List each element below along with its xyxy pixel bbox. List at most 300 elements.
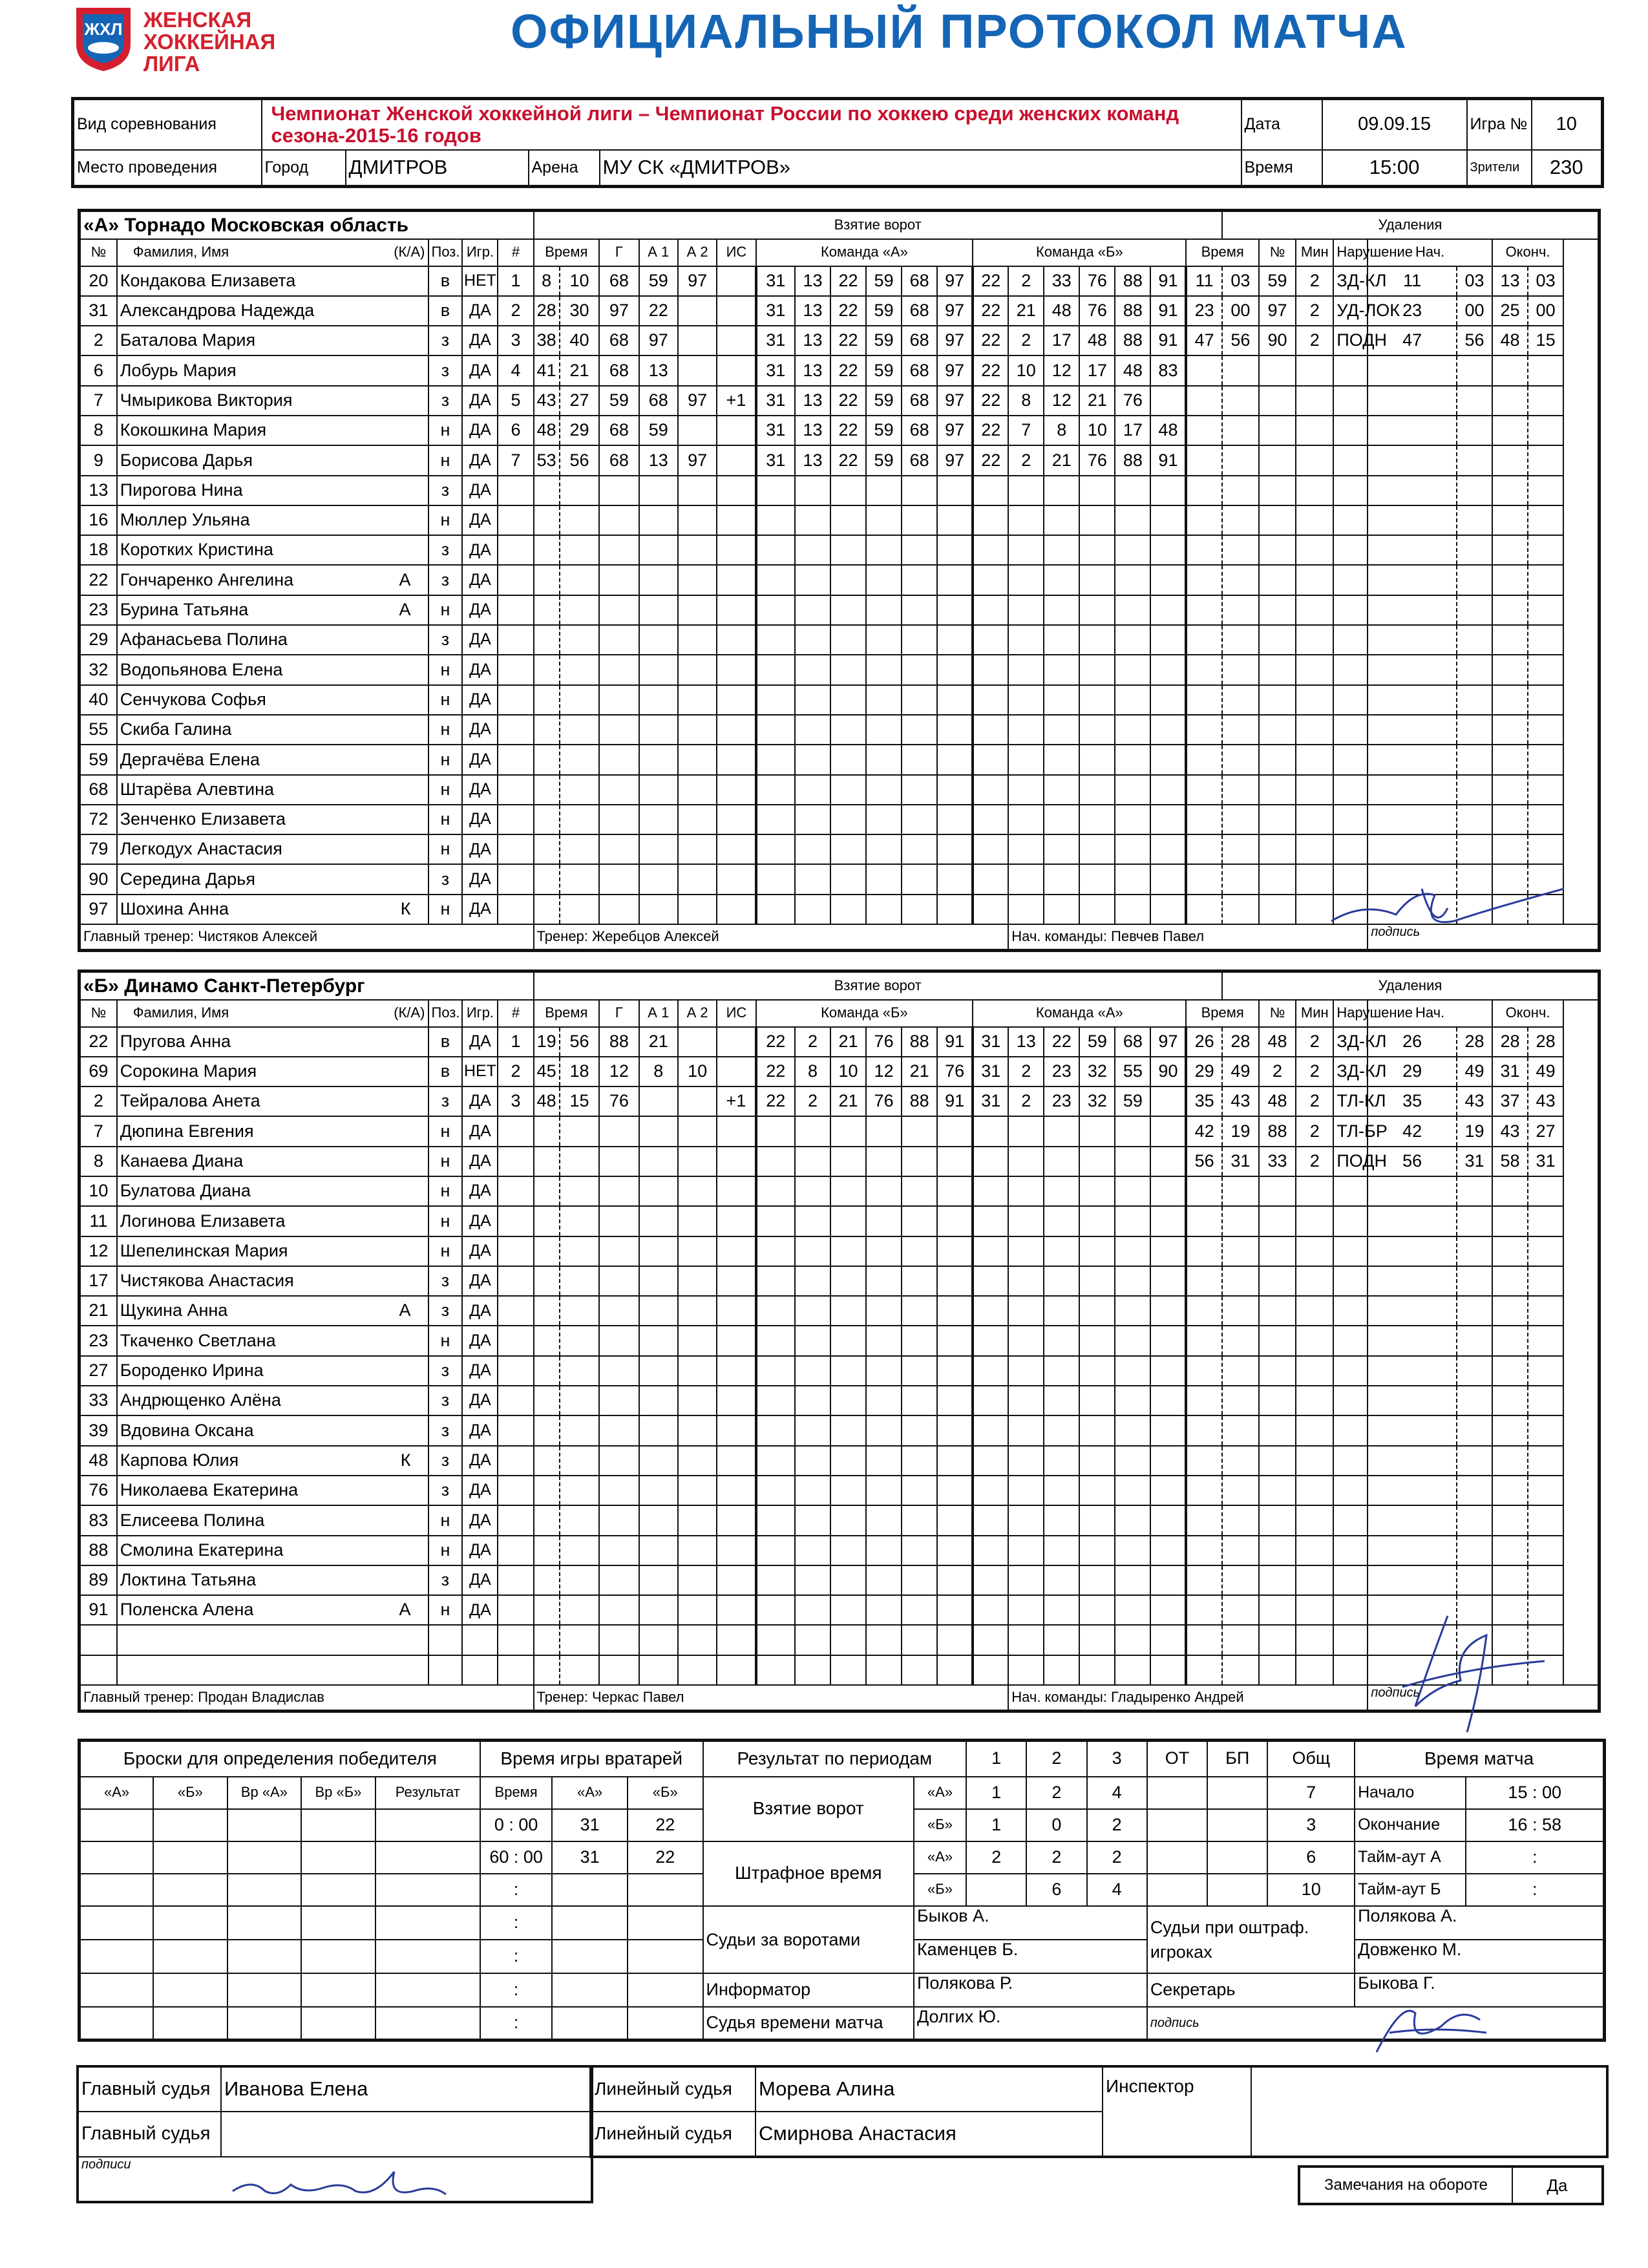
- on-ice-team-1: [866, 1206, 902, 1236]
- pen-minutes: [1296, 775, 1333, 805]
- goal-time-sec: [560, 1356, 599, 1386]
- goal-assist-1: [639, 1147, 678, 1176]
- on-ice-team-2: [1008, 625, 1044, 655]
- pen-end-min: 37: [1492, 1086, 1528, 1116]
- on-ice-team-2: 48: [1115, 355, 1150, 385]
- pen-minutes: [1296, 625, 1333, 655]
- on-ice-team-2: [1008, 1536, 1044, 1565]
- on-ice-team-1: [756, 1625, 795, 1655]
- on-ice-team-2: [1008, 1356, 1044, 1386]
- end-label: Окончание: [1355, 1809, 1466, 1841]
- goal-time-min: [534, 775, 560, 805]
- pen-violation: [1333, 355, 1368, 385]
- on-ice-team-1: [756, 595, 795, 625]
- goal-situation: [717, 685, 755, 715]
- on-ice-team-2: 48: [1044, 296, 1079, 326]
- on-ice-team-1: [866, 895, 902, 924]
- on-ice-team-2: [1044, 775, 1079, 805]
- spectators-label: Зрители: [1467, 150, 1532, 186]
- goal-time-sec: 30: [560, 296, 599, 326]
- pen-end-min: [1492, 505, 1528, 535]
- on-ice-team-1: 76: [937, 1057, 973, 1086]
- on-ice-team-2: [1115, 745, 1150, 774]
- pen-minutes: [1296, 655, 1333, 684]
- goal-scorer: [599, 476, 639, 505]
- pen-minutes: 2: [1296, 1027, 1333, 1057]
- arena-label: Арена: [529, 150, 600, 186]
- pen-time-min: [1186, 1476, 1221, 1505]
- on-ice-team-2: [1150, 1356, 1186, 1386]
- on-ice-team-1: 2: [795, 1086, 830, 1116]
- pen-minutes: [1296, 1236, 1333, 1266]
- pen-violation: [1333, 1655, 1368, 1685]
- on-ice-team-2: [973, 1476, 1008, 1505]
- shootout-cell: [301, 1874, 375, 1906]
- goal-scorer: [599, 1326, 639, 1355]
- roster-row: [79, 655, 1600, 684]
- pen-start-sec: 03: [1457, 266, 1492, 296]
- player-name: [117, 895, 428, 924]
- goal-time-min: [534, 1266, 560, 1296]
- goal-time-sec: [560, 655, 599, 684]
- player-number: 2: [79, 326, 117, 355]
- player-name-text: Легкодух Анастасия: [120, 839, 282, 859]
- on-ice-team-1: [866, 1116, 902, 1146]
- pen-time-sec: [1222, 864, 1259, 894]
- on-ice-team-2: 22: [973, 445, 1008, 475]
- goal-assist-2: [678, 1147, 717, 1176]
- on-ice-team-2: [1008, 745, 1044, 774]
- game-label: Игра №: [1467, 99, 1532, 151]
- goal-scorer: [599, 625, 639, 655]
- roster-row: [79, 805, 1600, 834]
- player-number: 13: [79, 476, 117, 505]
- goal-time-min: 28: [534, 296, 560, 326]
- pen-end-min: [1492, 1476, 1528, 1505]
- pen-minutes: [1296, 1655, 1333, 1685]
- pen-time-sec: [1222, 895, 1259, 924]
- on-ice-team-2: 2: [1008, 1057, 1044, 1086]
- player-position: з: [428, 355, 463, 385]
- pen-time-sec: [1222, 355, 1259, 385]
- on-ice-team-2: [973, 1266, 1008, 1296]
- on-ice-team-1: [866, 685, 902, 715]
- on-ice-team-1: [902, 834, 937, 864]
- goalie-b: [628, 2007, 703, 2040]
- on-ice-team-1: [902, 715, 937, 745]
- goal-number: [498, 1116, 533, 1146]
- on-ice-team-2: 13: [1008, 1027, 1044, 1057]
- on-ice-team-2: [1150, 505, 1186, 535]
- pen-player: [1259, 895, 1296, 924]
- on-ice-team-2: [1150, 1655, 1186, 1685]
- goalie-time: :: [480, 2007, 553, 2040]
- goalie-b: [628, 1874, 703, 1906]
- pen-violation: [1333, 1476, 1368, 1505]
- player-position: з: [428, 1565, 463, 1595]
- goal-situation: [717, 1236, 755, 1266]
- on-ice-team-1: [756, 1356, 795, 1386]
- roster-row: [79, 386, 1600, 416]
- shootout-cell: [301, 1841, 375, 1874]
- pen-time-min: [1186, 1356, 1221, 1386]
- on-ice-team-2: 32: [1079, 1057, 1115, 1086]
- on-ice-team-1: 2: [795, 1027, 830, 1057]
- goal-time-min: 53: [534, 445, 560, 475]
- pen-minutes: [1296, 386, 1333, 416]
- player-name: [117, 1116, 428, 1146]
- on-ice-team-1: [756, 685, 795, 715]
- on-ice-team-2: [1044, 715, 1079, 745]
- pen-time-sec: 28: [1222, 1027, 1259, 1057]
- goal-number: [498, 1536, 533, 1565]
- player-number: 10: [79, 1176, 117, 1206]
- pen-num-header: №: [1259, 1000, 1296, 1027]
- pen-time-sec: [1222, 445, 1259, 475]
- on-ice-team-1: 31: [756, 386, 795, 416]
- on-ice-team-1: [795, 1595, 830, 1625]
- on-ice-team-1: [866, 1625, 902, 1655]
- on-ice-team-1: [830, 655, 866, 684]
- pen-end-sec: [1528, 1356, 1563, 1386]
- on-ice-team-2: [973, 1625, 1008, 1655]
- pen-time-sec: [1222, 1536, 1259, 1565]
- pen-time-min: [1186, 355, 1221, 385]
- pen-player: 97: [1259, 296, 1296, 326]
- on-ice-team-2: [1044, 805, 1079, 834]
- on-ice-team-2: [1150, 1505, 1186, 1535]
- player-name-text: Чистякова Анастасия: [120, 1271, 294, 1291]
- on-ice-team-1: 68: [902, 445, 937, 475]
- pen-end-min: [1492, 445, 1528, 475]
- shootout-cell: [227, 2007, 302, 2040]
- on-ice-team-1: 22: [830, 266, 866, 296]
- on-ice-team-2: [973, 715, 1008, 745]
- player-position: з: [428, 1415, 463, 1445]
- on-ice-team-2: 7: [1008, 416, 1044, 445]
- pen-violation: [1333, 1236, 1368, 1266]
- pen-violation: [1333, 745, 1368, 774]
- team-chief: Нач. команды: Певчев Павел: [1008, 924, 1368, 950]
- on-ice-team-2: 17: [1079, 355, 1115, 385]
- goal-number: [498, 1655, 533, 1685]
- goal-scorer: [599, 1565, 639, 1595]
- goal-assist-2: [678, 685, 717, 715]
- pen-end-min: [1492, 745, 1528, 774]
- roster-row: [79, 1505, 1600, 1535]
- pen-end-min: [1492, 416, 1528, 445]
- on-ice-team-2: [1150, 864, 1186, 894]
- on-ice-team-2: [1115, 1356, 1150, 1386]
- on-ice-team-2: [1079, 1386, 1115, 1415]
- pen-time-sec: [1222, 535, 1259, 565]
- shootout-cell: [227, 1940, 302, 1973]
- on-ice-team-1: 22: [756, 1027, 795, 1057]
- on-ice-team-1: [795, 655, 830, 684]
- on-ice-team-1: 21: [902, 1057, 937, 1086]
- match-time-title: Время матча: [1355, 1741, 1604, 1777]
- roster-row: [79, 1086, 1600, 1116]
- goal-number: [498, 834, 533, 864]
- on-ice-team-2: [973, 834, 1008, 864]
- goal-assist-2: [678, 1595, 717, 1625]
- time-header: Время: [534, 239, 600, 266]
- on-ice-team-1: [902, 1595, 937, 1625]
- on-ice-team-1: [937, 1595, 973, 1625]
- team-a-short: «А»: [914, 1777, 966, 1809]
- on-ice-team-2: 33: [1044, 266, 1079, 296]
- shootout-cell: [227, 1841, 302, 1874]
- player-name-text: Ткаченко Светлана: [120, 1330, 276, 1350]
- goal-assist-2: [678, 355, 717, 385]
- player-played: ДА: [462, 864, 498, 894]
- goal-assist-1: [639, 895, 678, 924]
- on-ice-team-2: [1008, 565, 1044, 595]
- goal-time-sec: [560, 1176, 599, 1206]
- on-ice-team-1: 31: [756, 445, 795, 475]
- pen-end-min: [1492, 685, 1528, 715]
- player-name: [117, 1206, 428, 1236]
- on-ice-team-2: [1044, 655, 1079, 684]
- player-position: н: [428, 1505, 463, 1535]
- goal-number: [498, 1386, 533, 1415]
- pen-time-sec: [1222, 505, 1259, 535]
- goal-assist-2: [678, 1415, 717, 1445]
- goal-number: [498, 745, 533, 774]
- on-ice-team-2: [973, 805, 1008, 834]
- on-ice-team-1: [756, 715, 795, 745]
- goal-time-min: 19: [534, 1027, 560, 1057]
- goal-assist-2: [678, 416, 717, 445]
- on-ice-team-1: [795, 1565, 830, 1595]
- goals-a: 2: [1026, 1777, 1086, 1809]
- goal-scorer: [599, 1415, 639, 1445]
- player-role: А: [399, 1300, 411, 1320]
- on-ice-team-1: [866, 1505, 902, 1535]
- pen-end-sec: 43: [1528, 1086, 1563, 1116]
- pen-time-sec: [1222, 655, 1259, 684]
- goal-time-min: [534, 1655, 560, 1685]
- goal-situation: [717, 805, 755, 834]
- goals-b: [1147, 1809, 1207, 1841]
- goal-time-min: 8: [534, 266, 560, 296]
- goal-assist-1: [639, 715, 678, 745]
- on-ice-team-2: [1115, 565, 1150, 595]
- shootout-cell: [375, 1906, 480, 1940]
- player-number: 32: [79, 655, 117, 684]
- player-played: ДА: [462, 1536, 498, 1565]
- goal-situation: +1: [717, 1086, 755, 1116]
- hash-header: #: [498, 239, 533, 266]
- player-number: 29: [79, 625, 117, 655]
- goal-time-sec: [560, 1446, 599, 1476]
- goalie-b: [628, 1906, 703, 1940]
- on-ice-team-1: [756, 1326, 795, 1355]
- on-ice-team-1: [830, 1266, 866, 1296]
- pen-end-min: 28: [1492, 1027, 1528, 1057]
- player-position: з: [428, 1356, 463, 1386]
- on-ice-team-1: [937, 715, 973, 745]
- pen-time-sec: [1222, 1476, 1259, 1505]
- player-position: н: [428, 445, 463, 475]
- pen-player: 48: [1259, 1086, 1296, 1116]
- shootout-cell: [79, 2007, 154, 2040]
- on-ice-team-2: [973, 1386, 1008, 1415]
- on-ice-team-2: [1079, 1595, 1115, 1625]
- team-col-header: Команда «А»: [973, 1000, 1186, 1027]
- on-ice-team-1: [795, 1625, 830, 1655]
- goal-assist-2: [678, 1536, 717, 1565]
- on-ice-team-1: [830, 1147, 866, 1176]
- player-position: н: [428, 1206, 463, 1236]
- player-name-text: Чмырикова Виктория: [120, 390, 293, 410]
- goal-time-sec: [560, 1655, 599, 1685]
- on-ice-team-1: 59: [866, 416, 902, 445]
- on-ice-team-1: [902, 805, 937, 834]
- inspector-label: Инспектор: [1103, 2066, 1251, 2157]
- pen-time-sec: [1222, 1505, 1259, 1535]
- penalty-label: Штрафное время: [703, 1841, 914, 1906]
- pen-time-min: 26: [1186, 1027, 1221, 1057]
- goal-assist-1: 22: [639, 296, 678, 326]
- player-name: [117, 1147, 428, 1176]
- pen-violation: ПОДН: [1333, 1147, 1368, 1176]
- pen-player: [1259, 1266, 1296, 1296]
- page-title: ОФИЦИАЛЬНЫЙ ПРОТОКОЛ МАТЧА: [511, 5, 1408, 58]
- goal-assist-1: [639, 655, 678, 684]
- pen-a: 2: [1087, 1841, 1147, 1874]
- on-ice-team-2: 21: [1079, 386, 1115, 416]
- goal-time-min: [534, 685, 560, 715]
- on-ice-team-1: [866, 1565, 902, 1595]
- on-ice-team-1: [756, 1266, 795, 1296]
- pen-end-sec: [1528, 1536, 1563, 1565]
- goal-situation: [717, 1625, 755, 1655]
- goal-assist-2: [678, 1505, 717, 1535]
- player-role: А: [399, 600, 411, 620]
- pen-end-min: [1492, 625, 1528, 655]
- on-ice-team-2: [1150, 1415, 1186, 1445]
- on-ice-team-2: [1079, 1296, 1115, 1326]
- pen-end-min: [1492, 775, 1528, 805]
- on-ice-team-2: [1150, 1296, 1186, 1326]
- pen-start-min: [1368, 1176, 1457, 1206]
- pen-min-header: Мин: [1296, 239, 1333, 266]
- on-ice-team-1: [830, 1415, 866, 1445]
- on-ice-team-1: [902, 775, 937, 805]
- pen-time-min: 42: [1186, 1116, 1221, 1146]
- on-ice-team-1: 91: [937, 1027, 973, 1057]
- on-ice-team-2: 12: [1044, 355, 1079, 385]
- pen-time-sec: [1222, 1625, 1259, 1655]
- timeout-a-label: Тайм-аут А: [1355, 1841, 1466, 1874]
- goal-assist-1: [639, 505, 678, 535]
- goal-time-sec: [560, 535, 599, 565]
- goalie-col: Время: [480, 1777, 553, 1809]
- on-ice-team-1: [937, 1536, 973, 1565]
- on-ice-team-1: 68: [902, 416, 937, 445]
- pen-violation: [1333, 1176, 1368, 1206]
- on-ice-team-1: [795, 745, 830, 774]
- pen-time-sec: [1222, 386, 1259, 416]
- goal-time-min: 45: [534, 1057, 560, 1086]
- player-name: [117, 355, 428, 385]
- goals-a: 7: [1267, 1777, 1355, 1809]
- on-ice-team-1: [795, 565, 830, 595]
- goal-time-sec: [560, 1565, 599, 1595]
- logo-line: ХОККЕЙНАЯ: [143, 30, 276, 54]
- goal-assist-2: [678, 1176, 717, 1206]
- on-ice-team-2: [1115, 476, 1150, 505]
- pen-end-sec: [1528, 1565, 1563, 1595]
- penalty-judge-2: Довженко М.: [1355, 1940, 1604, 1973]
- shootout-col: «Б»: [153, 1777, 227, 1809]
- on-ice-team-2: [1079, 1415, 1115, 1445]
- player-played: [462, 1625, 498, 1655]
- goalie-min: 60: [489, 1847, 509, 1867]
- on-ice-team-1: [830, 1176, 866, 1206]
- on-ice-team-2: [1150, 685, 1186, 715]
- on-ice-team-2: [1115, 1147, 1150, 1176]
- player-played: ДА: [462, 476, 498, 505]
- on-ice-team-1: [795, 1116, 830, 1146]
- goalie-b: 22: [628, 1841, 703, 1874]
- goal-number: [498, 1236, 533, 1266]
- on-ice-team-1: [756, 834, 795, 864]
- goal-assist-1: [639, 745, 678, 774]
- player-played: ДА: [462, 1415, 498, 1445]
- goal-number: [498, 1147, 533, 1176]
- main-referee-1: Иванова Елена: [221, 2066, 592, 2112]
- goal-situation: [717, 326, 755, 355]
- pen-b: [1147, 1874, 1207, 1906]
- goals-title: Взятие ворот: [534, 971, 1222, 1000]
- city-label: Город: [262, 150, 346, 186]
- pen-time-header: Время: [1186, 239, 1259, 266]
- shootout-cell: [227, 1874, 302, 1906]
- player-name: [117, 1086, 428, 1116]
- pen-time-min: [1186, 386, 1221, 416]
- on-ice-team-1: [756, 1536, 795, 1565]
- on-ice-team-1: [866, 1415, 902, 1445]
- player-number: 68: [79, 775, 117, 805]
- shootout-cell: [301, 2007, 375, 2040]
- pen-start-sec: [1457, 1446, 1492, 1476]
- on-ice-team-1: [866, 805, 902, 834]
- goal-assist-2: 97: [678, 266, 717, 296]
- pen-end-sec: 27: [1528, 1116, 1563, 1146]
- on-ice-team-2: [1008, 895, 1044, 924]
- player-played: ДА: [462, 595, 498, 625]
- roster-row: [79, 595, 1600, 625]
- goal-assist-2: [678, 834, 717, 864]
- pen-start-sec: [1457, 685, 1492, 715]
- goal-assist-2: 97: [678, 386, 717, 416]
- on-ice-team-2: 8: [1044, 416, 1079, 445]
- goal-assist-2: [678, 805, 717, 834]
- on-ice-team-2: [1079, 476, 1115, 505]
- goal-assist-1: [639, 1176, 678, 1206]
- on-ice-team-2: [973, 535, 1008, 565]
- on-ice-team-2: [1044, 565, 1079, 595]
- on-ice-team-2: [1044, 1326, 1079, 1355]
- on-ice-team-1: [795, 1505, 830, 1535]
- on-ice-team-2: [1115, 1655, 1150, 1685]
- pen-start-min: [1368, 1565, 1457, 1595]
- on-ice-team-1: 13: [795, 266, 830, 296]
- pen-start-sec: [1457, 1386, 1492, 1415]
- goal-scorer: [599, 1147, 639, 1176]
